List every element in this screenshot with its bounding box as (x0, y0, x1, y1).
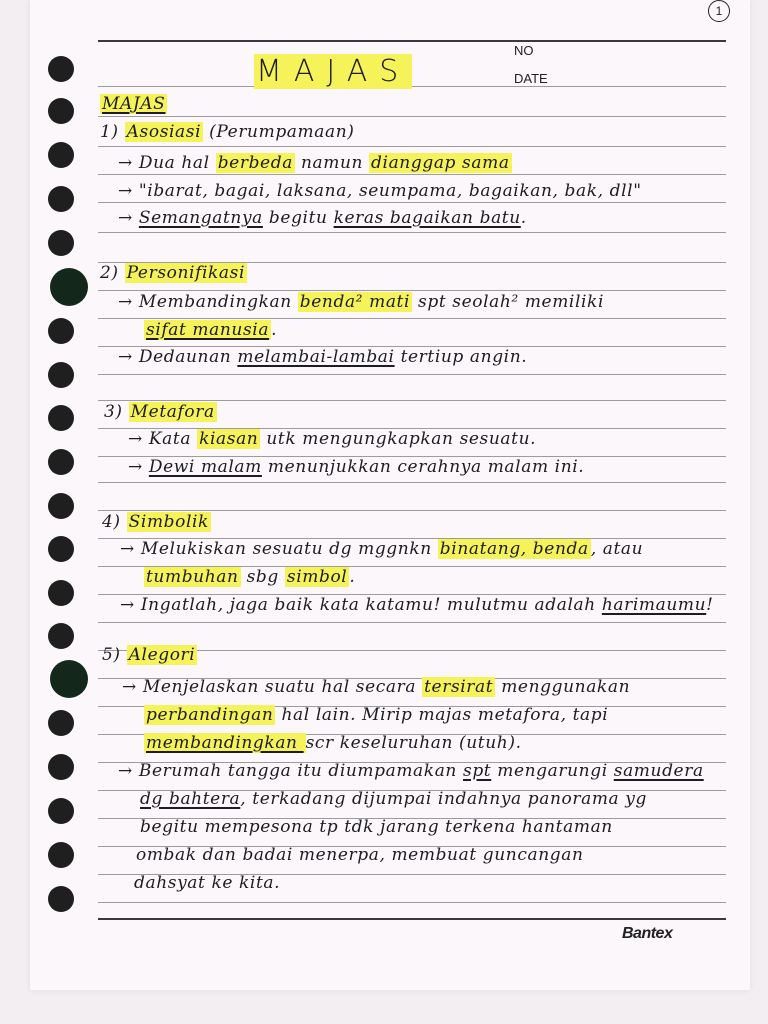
binder-hole (48, 186, 74, 212)
note-line (118, 181, 642, 201)
rule-line (98, 902, 726, 903)
rule-line (98, 482, 726, 483)
section-label: MAJAS (102, 94, 166, 114)
note-line (140, 817, 613, 837)
note-text: . (515, 733, 522, 753)
item-number: 4) (102, 512, 127, 532)
note-text: Dewi malam (148, 457, 262, 477)
rule-line (98, 622, 726, 623)
note-line (144, 733, 522, 753)
note-text: , terkadang dijumpai indahnya panorama yg (240, 789, 647, 809)
rule-line (98, 116, 726, 117)
item-title: Simbolik (128, 512, 209, 532)
note-line (118, 208, 527, 228)
note-text: sifat manusia (146, 320, 270, 340)
binder-hole (48, 405, 74, 431)
arrow-icon: → (120, 595, 141, 615)
note-text: scr keseluruhan (utuh) (305, 733, 516, 753)
note-line (120, 539, 643, 559)
note-line (128, 429, 536, 449)
binder-hole (50, 268, 88, 306)
note-text: melambai-lambai (237, 347, 395, 367)
note-text: spt seolah² memiliki (412, 292, 604, 312)
page-title: MAJAS (256, 54, 411, 89)
note-line (118, 292, 604, 312)
note-text: hal lain. Mirip majas metafora, tapi (275, 705, 609, 725)
arrow-icon: → (118, 208, 139, 228)
note-line (144, 320, 277, 340)
binder-hole (48, 842, 74, 868)
note-text: begitu (262, 208, 334, 228)
binder-hole (48, 710, 74, 736)
note-text: Dua hal (138, 153, 216, 173)
binder-hole (48, 142, 74, 168)
item-heading (100, 122, 355, 142)
arrow-icon: → (118, 761, 139, 781)
binder-hole (48, 98, 74, 124)
binder-hole (48, 449, 74, 475)
note-text: ombak dan badai menerpa, membuat guncangan (136, 845, 584, 865)
rule-line (98, 146, 726, 147)
note-text: menunjukkan cerahnya malam ini. (261, 457, 585, 477)
note-text: tertiup angin. (394, 347, 528, 367)
note-text: Berumah tangga itu diumpamakan (138, 761, 463, 781)
note-text: . (520, 208, 527, 228)
note-line (134, 873, 280, 893)
note-line (118, 153, 512, 173)
rule-line (98, 232, 726, 233)
arrow-icon: → (122, 677, 143, 697)
page-number: 1 (708, 0, 730, 22)
note-text: samudera (613, 761, 704, 781)
arrow-icon: → (118, 181, 139, 201)
note-text: tersirat (424, 677, 494, 697)
notebook-page (30, 0, 750, 990)
note-text: Ingatlah, jaga baik kata katamu! mulutmu adalah (140, 595, 602, 615)
arrow-icon: → (128, 457, 149, 477)
binder-hole (48, 56, 74, 82)
note-text: dahsyat ke kita. (134, 873, 281, 893)
note-text: spt (463, 761, 492, 781)
note-text: binatang, benda (439, 539, 589, 559)
note-text: membandingkan (146, 733, 304, 753)
arrow-icon: → (118, 347, 139, 367)
note-line (140, 789, 647, 809)
binder-hole (48, 623, 74, 649)
note-line (144, 705, 608, 725)
note-text: keras bagaikan batu (333, 208, 521, 228)
note-text: perbandingan (146, 705, 274, 725)
note-text: tumbuhan (146, 567, 239, 587)
note-text: Melukiskan sesuatu dg mggnkn (140, 539, 438, 559)
note-text: Membandingkan (138, 292, 298, 312)
item-title: Asosiasi (126, 122, 202, 142)
item-title-note: (Perumpamaan) (203, 122, 355, 142)
no-label: NO (514, 43, 534, 58)
note-text: simbol (286, 567, 348, 587)
item-number: 3) (104, 402, 129, 422)
note-text: , atau (590, 539, 644, 559)
item-number: 2) (100, 263, 125, 283)
note-line (118, 761, 704, 781)
note-text: Semangatnya (138, 208, 263, 228)
note-text: harimaumu (601, 595, 707, 615)
arrow-icon: → (118, 153, 139, 173)
item-title: Metafora (130, 402, 215, 422)
note-line (144, 567, 355, 587)
note-line (128, 457, 584, 477)
note-text: benda² mati (299, 292, 411, 312)
item-heading (102, 512, 211, 532)
binder-hole (48, 493, 74, 519)
note-text: ! (706, 595, 714, 615)
rule-line (98, 510, 726, 511)
note-text: namun (294, 153, 370, 173)
note-line (136, 845, 584, 865)
brand-logo: Bantex (622, 925, 673, 942)
note-text: menggunakan (495, 677, 631, 697)
arrow-icon: → (128, 429, 149, 449)
note-text: . (271, 320, 278, 340)
note-text: Menjelaskan suatu hal secara (142, 677, 423, 697)
item-heading (102, 645, 197, 665)
item-heading (100, 263, 247, 283)
item-number: 5) (102, 645, 127, 665)
rule-line-bottom (98, 918, 726, 920)
rule-line (98, 318, 726, 319)
note-text: dg bahtera (140, 789, 241, 809)
rule-line (98, 400, 726, 401)
note-text: utk mengungkapkan sesuatu. (260, 429, 537, 449)
rule-line (98, 202, 726, 203)
binder-hole (50, 660, 88, 698)
binder-hole (48, 798, 74, 824)
rule-line (98, 290, 726, 291)
item-title: Alegori (128, 645, 196, 665)
item-number: 1) (100, 122, 125, 142)
arrow-icon: → (120, 539, 141, 559)
note-text: kiasan (199, 429, 259, 449)
binder-hole (48, 536, 74, 562)
note-line (120, 595, 714, 615)
item-heading (104, 402, 217, 422)
rule-line (98, 174, 726, 175)
binder-hole (48, 230, 74, 256)
note-line (122, 677, 630, 697)
binder-hole (48, 754, 74, 780)
binder-hole (48, 362, 74, 388)
note-text: begitu mempesona tp tdk jarang terkena hantaman (140, 817, 613, 837)
item-title: Personifikasi (126, 263, 245, 283)
binder-hole (48, 318, 74, 344)
note-text: sbg (240, 567, 285, 587)
binder-hole (48, 580, 74, 606)
rule-line (98, 374, 726, 375)
rule-line (98, 40, 726, 42)
binder-hole (48, 886, 74, 912)
note-text: Kata (148, 429, 198, 449)
note-line (118, 347, 527, 367)
note-text: mengarungi (491, 761, 614, 781)
note-text: . (349, 567, 356, 587)
note-text: Dedaunan (138, 347, 238, 367)
date-label: DATE (514, 71, 548, 86)
note-text: dianggap sama (371, 153, 510, 173)
note-text: "ibarat, bagai, laksana, seumpama, bagaikan, bak, dll" (138, 181, 642, 201)
note-text: berbeda (217, 153, 293, 173)
arrow-icon: → (118, 292, 139, 312)
